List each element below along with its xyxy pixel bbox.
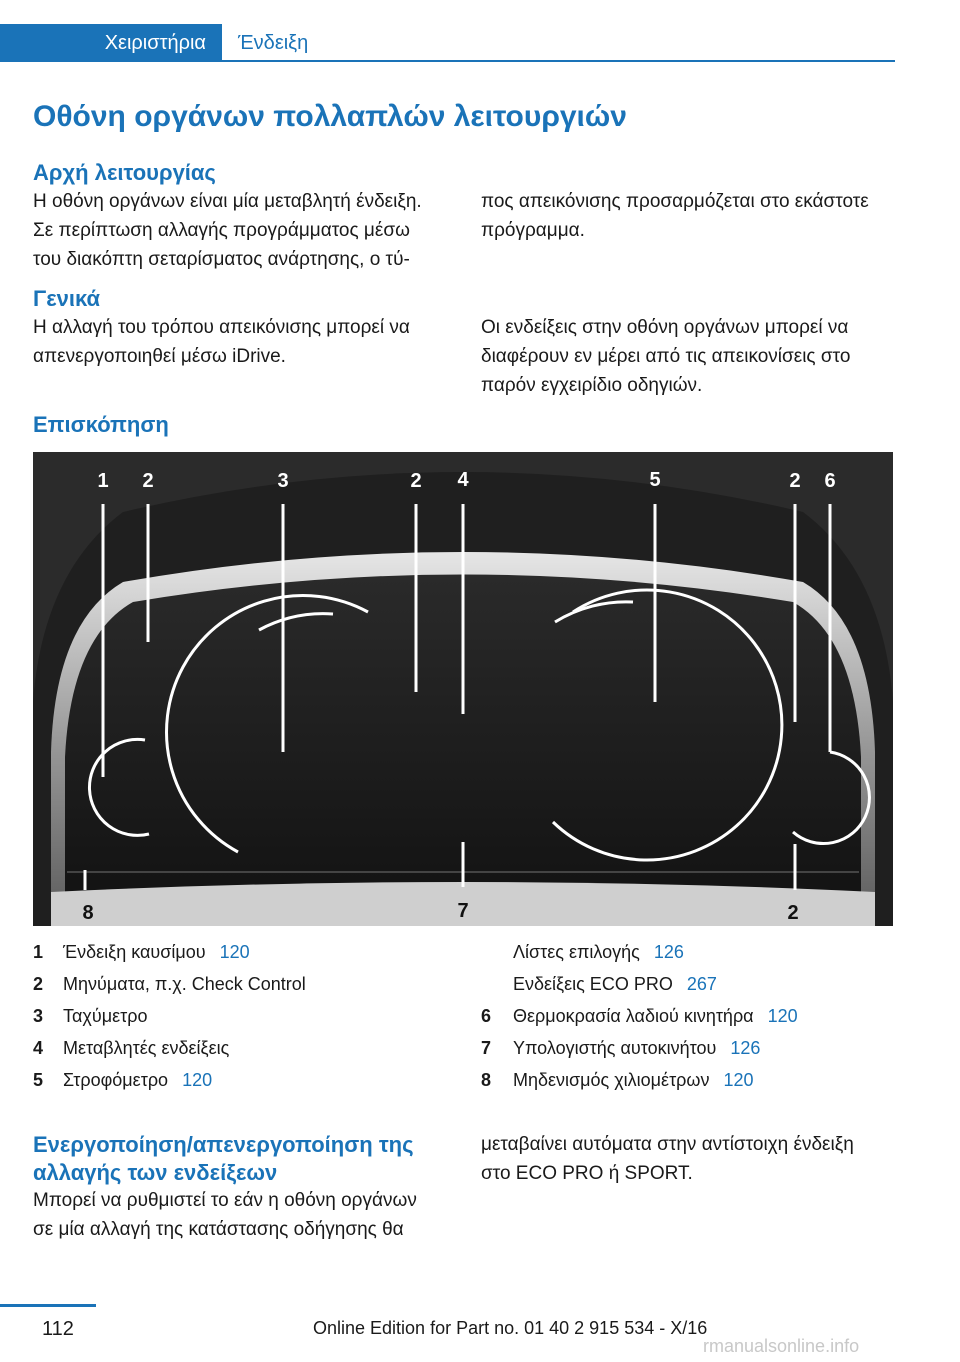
legend-text: Ενδείξεις ECO PRO 267: [513, 974, 717, 994]
tab-underline: [222, 60, 895, 62]
general-left: [33, 313, 463, 371]
legend-number: 7: [481, 1038, 492, 1058]
legend-number: 5: [33, 1070, 44, 1090]
legend-number: 2: [33, 974, 44, 994]
figure-label: 2: [789, 470, 801, 492]
page-reference-link[interactable]: 267: [686, 974, 717, 994]
general-right: [481, 313, 901, 400]
figure-label: 3: [277, 470, 289, 492]
text-line: πρόγραμμα.: [481, 220, 585, 241]
figure-label: 2: [787, 902, 799, 924]
text-line: Η αλλαγή του τρόπου απεικόνισης μπορεί να: [33, 317, 410, 338]
text-line: Η οθόνη οργάνων είναι μία μεταβλητή ένδειξη.: [33, 191, 422, 212]
text-line: Μπορεί να ρυθμιστεί το εάν η οθόνη οργάνων: [33, 1190, 417, 1211]
text-line: παρόν εγχειρίδιο οδηγιών.: [481, 375, 703, 396]
legend-number: 4: [33, 1038, 44, 1058]
text-line: του διακόπτη σεταρίσματος ανάρτησης, ο τύ-: [33, 249, 410, 270]
page-reference-link[interactable]: 126: [653, 942, 684, 962]
figure-label: 4: [457, 469, 469, 491]
text-line: απενεργοποιηθεί μέσω iDrive.: [33, 346, 286, 367]
legend-number: 6: [481, 1006, 492, 1026]
tab-controls[interactable]: Χειριστήρια: [0, 24, 222, 62]
legend-number: 8: [481, 1070, 492, 1090]
heading-line: αλλαγής των ενδείξεων: [33, 1160, 278, 1185]
text-line: διαφέρουν εν μέρει από τις απεικονίσεις στο: [481, 346, 851, 367]
legend-number: 3: [33, 1006, 44, 1026]
figure-label: 2: [142, 470, 154, 492]
footer-rule: [0, 1304, 96, 1307]
legend-text: Στροφόμετρο 120: [63, 1070, 213, 1090]
header-tabbar: [0, 24, 895, 62]
legend-text: Λίστες επιλογής 126: [513, 942, 684, 962]
heading-overview: Επισκόπηση: [33, 412, 169, 437]
operating-principle-right: [481, 187, 901, 245]
figure-label: 6: [824, 470, 836, 492]
operating-principle-left: [33, 187, 463, 274]
heading-general: Γενικά: [33, 286, 101, 311]
legend-text: Μεταβλητές ενδείξεις: [63, 1038, 230, 1058]
page-number: 112: [42, 1318, 74, 1340]
legend-text: Μηνύματα, π.χ. Check Control: [63, 974, 306, 994]
page-reference-link[interactable]: 126: [730, 1038, 761, 1058]
display-switch-right: [481, 1130, 901, 1188]
tab-display[interactable]: Ένδειξη: [238, 32, 309, 54]
page-title: Οθόνη οργάνων πολλαπλών λειτουργιών: [33, 100, 627, 133]
instrument-cluster-figure: [33, 452, 893, 926]
text-line: Οι ενδείξεις στην οθόνη οργάνων μπορεί να: [481, 317, 849, 338]
legend-text: Μηδενισμός χιλιομέτρων 120: [513, 1070, 754, 1090]
legend-text: Υπολογιστής αυτοκινήτου 126: [513, 1038, 761, 1058]
edition-note: Online Edition for Part no. 01 40 2 915 534 - X/16: [313, 1318, 708, 1338]
legend-text: Ένδειξη καυσίμου 120: [63, 942, 250, 962]
figure-label: 7: [457, 900, 469, 922]
text-line: σε μία αλλαγή της κατάστασης οδήγησης θα: [33, 1219, 404, 1240]
text-line: μεταβαίνει αυτόματα στην αντίστοιχη ένδειξη: [481, 1134, 854, 1155]
text-line: στο ECO PRO ή SPORT.: [481, 1163, 693, 1184]
figure-label: 1: [97, 470, 109, 492]
page-reference-link[interactable]: 120: [723, 1070, 754, 1090]
display-switch-left: [33, 1186, 463, 1244]
page-reference-link[interactable]: 120: [182, 1070, 213, 1090]
page-reference-link[interactable]: 120: [219, 942, 250, 962]
figure-label: 5: [649, 469, 661, 491]
legend-text: Θερμοκρασία λαδιού κινητήρα 120: [513, 1006, 798, 1026]
legend-text: Ταχύμετρο: [63, 1006, 148, 1026]
figure-label: 2: [410, 470, 422, 492]
text-line: πος απεικόνισης προσαρμόζεται στο εκάστοτε: [481, 191, 869, 212]
text-line: Σε περίπτωση αλλαγής προγράμματος μέσω: [33, 220, 410, 241]
page-reference-link[interactable]: 120: [767, 1006, 798, 1026]
legend-number: 1: [33, 942, 44, 962]
heading-line: Ενεργοποίηση/απενεργοποίηση της: [33, 1132, 414, 1157]
heading-operating-principle: Αρχή λειτουργίας: [33, 160, 216, 185]
instrument-cluster-illustration: [33, 452, 893, 926]
watermark: rmanualsonline.info: [703, 1336, 860, 1356]
heading-display-switch: [33, 1131, 414, 1187]
figure-label: 8: [82, 902, 94, 924]
